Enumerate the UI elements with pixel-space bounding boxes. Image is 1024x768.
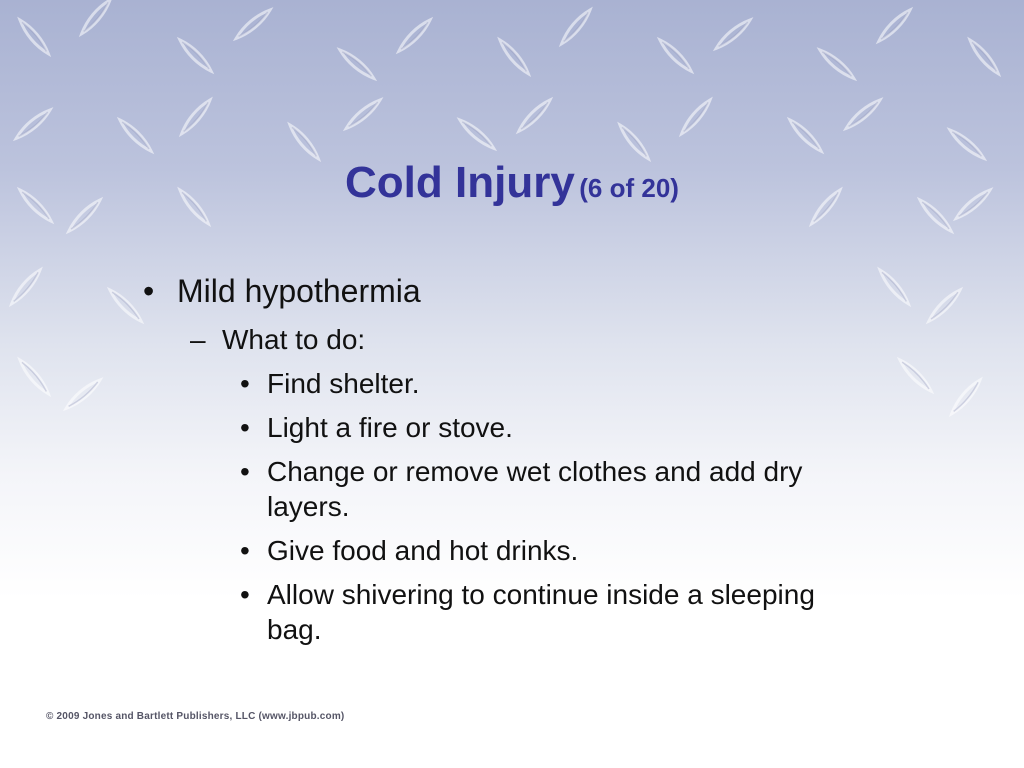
action-list (240, 366, 840, 656)
bullet-mark: • (143, 273, 155, 309)
bullet-mild-hypothermia (143, 270, 421, 312)
bullet-mark: • (240, 535, 250, 566)
list-item-text: Light a fire or stove. (267, 412, 513, 443)
bullet-text: Mild hypothermia (177, 273, 421, 309)
list-item (240, 577, 840, 647)
bullet-mark: • (240, 579, 250, 610)
title-text: Cold Injury (345, 158, 575, 207)
bullet-mark: • (240, 368, 250, 399)
dash-mark: – (190, 324, 206, 355)
list-item-text: Allow shivering to continue inside a sleeping bag. (267, 579, 815, 645)
copyright-notice: © 2009 Jones and Bartlett Publishers, LLC (www.jbpub.com) (46, 711, 345, 722)
list-item (240, 454, 840, 524)
list-item-text: Find shelter. (267, 368, 420, 399)
sub-bullet-text: What to do: (222, 324, 366, 355)
list-item (240, 366, 840, 401)
list-item (240, 410, 840, 445)
list-item-text: Change or remove wet clothes and add dry layers. (267, 456, 803, 522)
list-item-text: Give food and hot drinks. (267, 535, 579, 566)
bullet-mark: • (240, 456, 250, 487)
title-counter: (6 of 20) (579, 173, 679, 203)
sub-bullet-what-to-do (190, 322, 365, 358)
bullet-mark: • (240, 412, 250, 443)
list-item (240, 533, 840, 568)
